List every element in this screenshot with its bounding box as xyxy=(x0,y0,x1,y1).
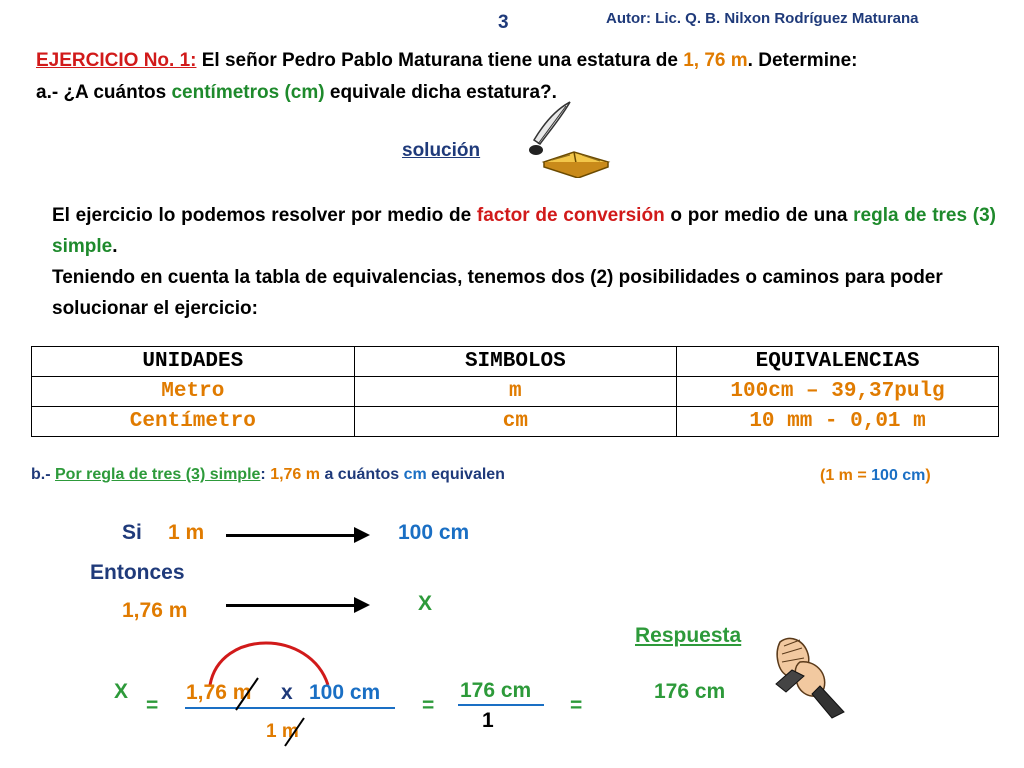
arrow-1-line xyxy=(226,534,356,537)
quill-book-icon xyxy=(522,100,612,178)
table-header: EQUIVALENCIAS xyxy=(677,347,999,377)
exercise-question xyxy=(36,82,557,104)
para-text-c: . xyxy=(112,236,118,257)
entonces-label: Entonces xyxy=(90,561,185,584)
final-answer: 176 cm xyxy=(654,680,726,703)
table-cell: Metro xyxy=(32,377,355,407)
numerator-centimeters: 100 cm xyxy=(309,681,381,704)
part-b-unit: cm xyxy=(403,466,427,483)
result-numerator: 176 cm xyxy=(460,679,532,702)
x-label: X xyxy=(114,680,129,703)
part-b-statement xyxy=(31,466,505,484)
para-text-a: El ejercicio lo podemos resolver por medio de xyxy=(52,205,477,226)
times-sign: x xyxy=(281,681,293,704)
part-b-text: a cuántos xyxy=(320,466,404,483)
part-b-rule: Por regla de tres (3) simple xyxy=(55,466,261,483)
para-rule: regla de tres (3) simple xyxy=(52,205,996,257)
exercise-text-b: . Determine: xyxy=(747,50,858,71)
cancel-stroke-top xyxy=(232,676,262,712)
equals-sign-1: = xyxy=(146,694,159,717)
solution-link[interactable]: solución xyxy=(402,140,481,161)
part-b-value: 1,76 m xyxy=(270,466,320,483)
hint-one-m: 1 m xyxy=(825,467,853,484)
table-cell: 100cm – 39,37pulg xyxy=(677,377,999,407)
author-credit: Autor: Lic. Q. B. Nilxon Rodríguez Maturana xyxy=(606,10,919,27)
para-text-2: Teniendo en cuenta la tabla de equivalencias, tenemos dos (2) posibilidades o caminos para poder solucionar el ejercicio: xyxy=(52,267,943,319)
arrow-1-head xyxy=(354,527,370,543)
respuesta-label: Respuesta xyxy=(635,624,742,647)
fraction-bar-2 xyxy=(458,704,544,706)
fraction-bar-1 xyxy=(185,707,395,709)
equivalence-hint xyxy=(820,467,931,485)
given-meters: 1,76 m xyxy=(122,599,188,622)
table-cell: m xyxy=(354,377,676,407)
question-suffix: equivale dicha estatura?. xyxy=(324,82,557,103)
known-meters: 1 m xyxy=(168,521,205,544)
table-row xyxy=(32,407,999,437)
hint-eq: = xyxy=(852,467,872,484)
question-unit: centímetros (cm) xyxy=(171,82,325,103)
slide-number: 3 xyxy=(498,12,509,33)
unknown-x: X xyxy=(418,592,433,615)
table-header-row xyxy=(32,347,999,377)
numerator-meters: 1,76 m xyxy=(186,681,252,704)
part-b-colon: : xyxy=(260,466,271,483)
multiplication-arc xyxy=(200,633,340,688)
explanation-paragraph xyxy=(52,200,996,324)
exercise-text-a: El señor Pedro Pablo Maturana tiene una estatura de xyxy=(196,50,684,71)
table-cell: Centímetro xyxy=(32,407,355,437)
hint-close: ) xyxy=(925,467,931,484)
para-factor: factor de conversión xyxy=(476,205,665,226)
result-denominator: 1 xyxy=(482,709,494,732)
part-b-prefix: b.- xyxy=(31,466,55,483)
cancel-stroke-bottom xyxy=(282,716,308,748)
equals-sign-3: = xyxy=(570,694,583,717)
arrow-2-head xyxy=(354,597,370,613)
equivalence-table xyxy=(31,346,999,437)
exercise-label: EJERCICIO No. 1: xyxy=(36,50,197,71)
exercise-height: 1, 76 m xyxy=(683,50,748,71)
table-row xyxy=(32,377,999,407)
clapping-hands-icon xyxy=(770,632,852,720)
known-centimeters: 100 cm xyxy=(398,521,470,544)
exercise-statement xyxy=(36,50,857,72)
hint-hundred-cm: 100 cm xyxy=(871,467,926,484)
denominator-meters: 1 m xyxy=(266,721,299,742)
table-cell: 10 mm - 0,01 m xyxy=(677,407,999,437)
table-cell: cm xyxy=(354,407,676,437)
table-header: SIMBOLOS xyxy=(354,347,676,377)
arrow-2-line xyxy=(226,604,356,607)
table-header: UNIDADES xyxy=(32,347,355,377)
equals-sign-2: = xyxy=(422,694,435,717)
hint-open: ( xyxy=(820,467,826,484)
si-label: Si xyxy=(122,521,142,544)
para-text-b: o por medio de una xyxy=(664,205,854,226)
part-b-suffix: equivalen xyxy=(426,466,505,483)
question-prefix: a.- ¿A cuántos xyxy=(36,82,172,103)
